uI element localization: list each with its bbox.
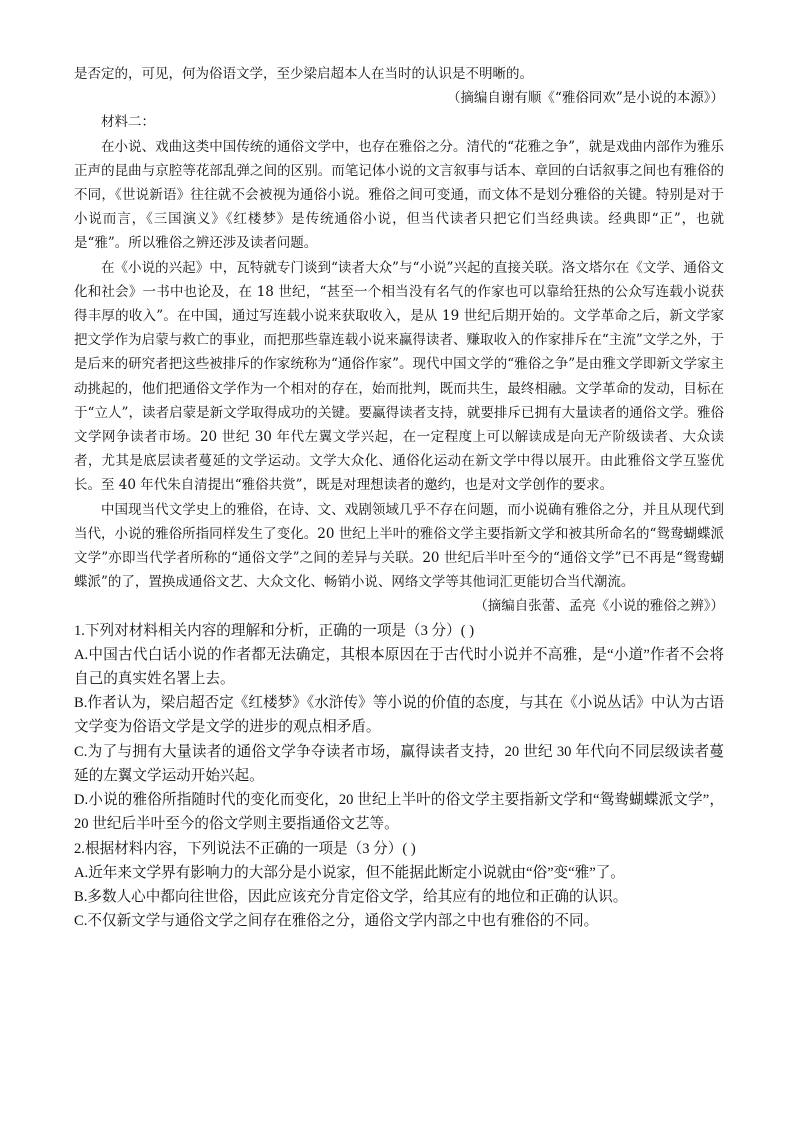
question-2-option-a: A.近年来文学界有影响力的大部分是小说家，但不能据此断定小说就由“俗”变“雅”了。 <box>74 864 625 881</box>
material-two-paragraph-2: 在《小说的兴起》中，瓦特就专门谈到“读者大众”与“小说”兴起的直接关联。洛文塔尔在《文学、通俗文化和社会》一书中也论及，在 18 世纪，“甚至一个相当没有名气的作家也可以靠给狂热的公众写连载小说获得丰厚的收入”。在中国，通过写连载小说来获取收入，是从 19 世纪后期开始的。文学革命之后，新文学家把文学作为启蒙与救亡的事业，而把那些靠连载小说来赢得读者、赚取收入的作家排斥在“主流”文学之外，于是后来的研究者把这些被排斥的作家统称为“通俗作家”。现代中国文学的“雅俗之争”是由雅文学即新文学家主动挑起的，他们把通俗文学作为一个相对的存在，始而批判，既而共生，最终相融。文学革命的发动，目标在于“立人”，读者启蒙是新文学取得成功的关键。要赢得读者支持，就要排斥已拥有大量读者的通俗文学。雅俗文学网争读者市场。20 世纪 30 年代左翼文学兴起，在一定程度上可以解读成是向无产阶级读者、大众读者，尤其是底层读者蔓延的文学运动。文学大众化、通俗化运动在新文学中得以展开。由此雅俗文学互鉴优长。至 40 年代朱自清提出“雅俗共赏”，既是对理想读者的邀约，也是对文学创作的要求。 <box>74 259 724 494</box>
material-one-last-line: 是否定的，可见，何为俗语文学，至少梁启超本人在当时的认识是不明晰的。 <box>74 66 533 82</box>
question-1-option-d: D.小说的雅俗所指随时代的变化而变化，20 世纪上半叶的俗文学主要指新文学和“鸳鸯蝴蝶派文学”，20 世纪后半叶至今的俗文学则主要指通俗文艺等。 <box>74 792 724 833</box>
question-2-option-b: B.多数人心中都向往世俗，因此应该充分肯定俗文学，给其应有的地位和正确的认识。 <box>74 888 628 905</box>
question-1-stem: 1.下列对材料相关内容的理解和分析，正确的一项是（3 分）( ) <box>74 622 475 639</box>
question-2 <box>74 837 724 934</box>
question-1 <box>74 619 724 837</box>
material-two-paragraph-1: 在小说、戏曲这类中国传统的通俗文学中，也存在雅俗之分。清代的“花雅之争”，就是戏曲内部作为雅乐正声的昆曲与京腔等花部乱弹之间的区别。而笔记体小说的文言叙事与话本、章回的白话叙事之间也有雅俗的不同，《世说新语》往往就不会被视为通俗小说。雅俗之间可变通，而文体不是划分雅俗的关键。特别是对于小说而言，《三国演义》《红楼梦》是传统通俗小说，但当代读者只把它们当经典读。经典即“正”，也就是“雅”。所以雅俗之辨还涉及读者问题。 <box>74 138 724 252</box>
material-two-paragraph-3: 中国现当代文学史上的雅俗，在诗、文、戏剧领域几乎不存在问题，而小说确有雅俗之分，并且从现代到当代，小说的雅俗所指同样发生了变化。20 世纪上半叶的雅俗文学主要指新文学和被其所命名的“鸳鸯蝴蝶派文学”亦即当代学者所称的“通俗文学”之间的差异与关联。20 世纪后半叶至今的“通俗文学”已不再是“鸳鸯蝴蝶派”的了，置换成通俗文艺、大众文化、畅销小说、网络文学等其他词汇更能切合当代潮流。 <box>74 501 724 591</box>
question-1-option-b: B.作者认为，梁启超否定《红楼梦》《水浒传》等小说的价值的态度，与其在《小说丛话》中认为古语文学变为俗语文学是文学的进步的观点相矛盾。 <box>74 695 724 736</box>
material-one-source: （摘编自谢有顺《“雅俗同欢”是小说的本源》） <box>446 90 724 107</box>
question-1-option-a: A.中国古代白话小说的作者都无法确定，其根本原因在于古代时小说并不高雅，是“小道”作者不会将自己的真实姓名署上去。 <box>74 646 724 688</box>
material-two-label: 材料二： <box>101 114 155 131</box>
question-2-option-c: C.不仅新文学与通俗文学之间存在雅俗之分，通俗文学内部之中也有雅俗的不同。 <box>74 913 599 930</box>
question-1-option-c: C.为了与拥有大量读者的通俗文学争夺读者市场，赢得读者支持，20 世纪 30 年代向不同层级读者蔓延的左翼文学运动开始兴起。 <box>74 743 724 784</box>
exam-page <box>74 62 724 933</box>
question-2-stem: 2.根据材料内容，下列说法不正确的一项是（3 分）( ) <box>74 840 416 857</box>
material-two-source: （摘编自张蕾、孟亮《小说的雅俗之辨》） <box>474 598 724 615</box>
